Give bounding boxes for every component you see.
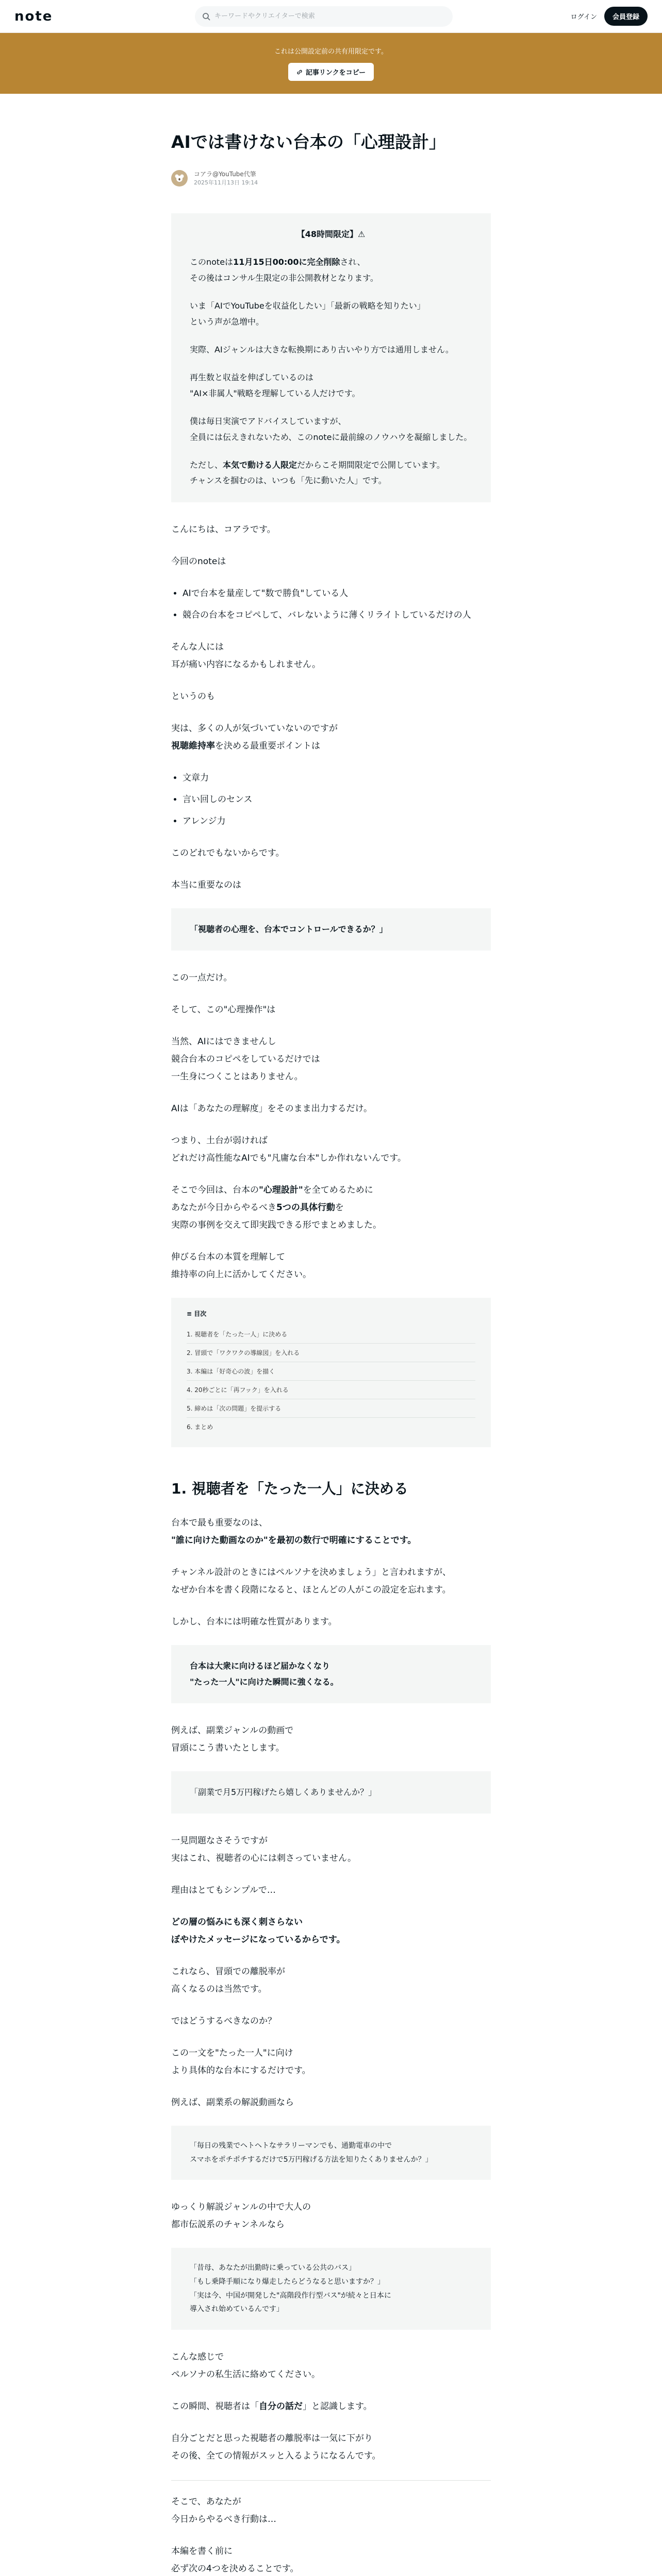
paragraph: ではどうするべきなのか？	[171, 2016, 276, 2027]
paragraph: ゆっくり解説ジャンルの中で大人の 都市伝説系のチャンネルなら	[171, 2202, 311, 2230]
paragraph: 例えば、副業ジャンルの動画で 冒頭にこう書いたとします。	[171, 1725, 294, 1753]
paragraph: 今回のnoteは	[171, 556, 226, 567]
paragraph: 自分ごとだと思った視聴者の離脱率は一気に下がり その後、全ての情報がスッと入るようになるんです。	[171, 2433, 381, 2461]
paragraph: この瞬間、視聴者は「自分の話だ」と認識します。	[171, 2401, 372, 2412]
toc-heading[interactable]: ≡ 目次	[187, 1310, 207, 1318]
paragraph: このどれでもないからです。	[171, 848, 285, 858]
paragraph: そこで、あなたが 今日からやるべき行動は…	[171, 2496, 276, 2524]
paragraph: そして、この"心理操作"は	[171, 1005, 276, 1015]
paragraph: そんな人には 耳が痛い内容になるかもしれません。	[171, 641, 321, 670]
article-title: AIでは書けない台本の「心理設計」	[171, 132, 446, 152]
koala-icon	[174, 173, 185, 183]
paragraph: この一文を"たった一人"に向け より具体的な台本にするだけです。	[171, 2048, 311, 2076]
paragraph: 実は、多くの人が気づいていないのですが 視聴維持率を決める最重要ポイントは	[171, 723, 338, 751]
paragraph: しかし、台本には明確な性質があります。	[171, 1617, 337, 1628]
notice-paragraph: 再生数と収益を伸ばしているのは "AI×非属人"戦略を理解している人だけです。	[190, 372, 360, 398]
paragraph: こんな感じで ペルソナの私生活に絡めてください。	[171, 2351, 320, 2380]
search-icon	[202, 12, 210, 21]
quote-block: 台本は大衆に向けるほど届かなくなり "たった一人"に向けた瞬間に強くなる。	[171, 1645, 491, 1703]
notice-paragraph: ただし、本気で動ける人限定だからこそ期間限定で公開しています。 チャンスを掴むのは、いつも「先に動いた人」です。	[190, 460, 445, 486]
quote-block: 「毎日の残業でヘトヘトなサラリーマンでも、通勤電車の中で スマホをポチポチするだけで5万円稼げる方法を知りたくありませんか？」	[171, 2126, 491, 2180]
paragraph: 台本で最も重要なのは、 "誰に向けた動画なのか"を最初の数行で明確にすることです。	[171, 1518, 417, 1546]
paragraph: 当然、AIにはできませんし 競合台本のコピペをしているだけでは 一生身につくことはありません。	[171, 1037, 320, 1082]
list-item: • 競合の台本をコピペして、バレないように薄くリライトしているだけの人	[183, 606, 491, 624]
article-body	[171, 521, 491, 1283]
notice-paragraph: 僕は毎日実演でアドバイスしていますが、 全員には伝えきれないため、このnoteに最前線のノウハウを凝縮しました。	[190, 416, 472, 442]
paragraph: AIは「あなたの理解度」をそのまま出力するだけ。	[171, 1104, 372, 1114]
list-item: • アレンジ力	[183, 812, 491, 830]
quote-block: 「昔母、あなたが出勤時に乗っている公共のバス」 「もし乗降手順になり爆走したらどうなると思いますか？」 「実は今、中国が開発した"高階段作行型バス"が続々と日本に 導入され始めているんです」	[171, 2248, 491, 2329]
paragraph: 本当に重要なのは	[171, 879, 241, 890]
avatar[interactable]	[171, 170, 188, 187]
paragraph: これなら、冒頭での離脱率が 高くなるのは当然です。	[171, 1967, 285, 1995]
toc-item[interactable]: 1. 視聴者を「たった一人」に決める	[187, 1325, 475, 1344]
top-bar	[0, 0, 662, 33]
signup-button[interactable]: 会員登録	[604, 7, 648, 26]
toc-item[interactable]: 5. 締めは「次の問題」を提示する	[187, 1399, 475, 1418]
notice-paragraph: いま「AIでYouTubeを収益化したい」「最新の戦略を知りたい」 という声が急増中。	[190, 301, 425, 327]
paragraph: 本編を書く前に 必ず次の4つを決めることです。	[171, 2546, 299, 2574]
quote-block: 「副業で月5万円稼げたら嬉しくありませんか？」	[171, 1771, 491, 1814]
notice-paragraph: このnoteは11月15日00:00に完全削除され、 その後はコンサル生限定の非公開教材となります。	[190, 257, 378, 283]
toc-item[interactable]: 2. 冒頭で「ワクワクの導線図」を入れる	[187, 1344, 475, 1362]
login-link[interactable]: ログイン	[570, 13, 597, 21]
paragraph: こんにちは、コアラです。	[171, 524, 276, 535]
copy-link-button[interactable]	[288, 63, 374, 81]
quote-block: 「視聴者の心理を、台本でコントロールできるか？」	[171, 908, 491, 951]
list-item: • 文章力	[183, 769, 491, 787]
article	[171, 94, 491, 2576]
notice-heading: 【48時間限定】⚠	[296, 229, 366, 240]
paragraph: この一点だけ。	[171, 973, 233, 984]
paragraph: 一見問題なさそうですが 実はこれ、視聴者の心には刺さっていません。	[171, 1836, 357, 1864]
paragraph: そこで今回は、台本の"心理設計"を全てめるために あなたが今日からやるべき5つの具体行動を 実際の事例を交えて即実践できる形でまとめました。	[171, 1185, 382, 1231]
bullet-list	[171, 585, 491, 624]
list-item: • AIで台本を量産して"数で勝負"している人	[183, 585, 491, 602]
note-logo[interactable]: note	[14, 8, 53, 24]
author-name[interactable]: コアラ@YouTube代筆	[194, 170, 256, 178]
paragraph: チャンネル設計のときにはペルソナを決めましょう」と言われますが、 なぜか台本を書く段階になると、ほとんどの人がこの設定を忘れます。	[171, 1567, 451, 1596]
section-body	[171, 1514, 491, 2576]
bullet-list	[171, 769, 491, 830]
divider	[171, 2480, 491, 2481]
search-box[interactable]	[195, 6, 453, 27]
banner-text: これは公開設定前の共有用限定です。	[274, 48, 388, 56]
paragraph: 理由はとてもシンプルで…	[171, 1885, 276, 1896]
section-heading: 1. 視聴者を「たった一人」に決める	[171, 1480, 408, 1498]
paragraph: つまり、土台が弱ければ どれだけ高性能なAIでも"凡庸な台本"しか作れないんです。	[171, 1136, 406, 1164]
paragraph: どの層の悩みにも深く刺さらない ぼやけたメッセージになっているからです。	[171, 1917, 345, 1945]
paragraph: 例えば、副業系の解説動画なら	[171, 2097, 294, 2108]
list-icon: ≡	[187, 1310, 194, 1318]
toc-item[interactable]: 6. まとめ	[187, 1423, 213, 1431]
link-icon	[296, 69, 303, 75]
author-row[interactable]	[171, 170, 491, 187]
copy-link-label: 記事リンクをコピー	[305, 69, 366, 77]
toc-item[interactable]: 3. 本編は「好奇心の波」を描く	[187, 1362, 475, 1381]
table-of-contents	[171, 1298, 491, 1447]
notice-paragraph: 実際、AIジャンルは大きな転換期にあり古いやり方では通用しません。	[190, 344, 454, 354]
toc-item[interactable]: 4. 20秒ごとに「再フック」を入れる	[187, 1381, 475, 1399]
share-banner	[0, 33, 662, 94]
list-item: • 言い回しのセンス	[183, 791, 491, 808]
paragraph: というのも	[171, 691, 215, 702]
publish-date: 2025年11月13日 19:14	[194, 179, 258, 186]
search-input[interactable]	[214, 12, 445, 20]
notice-box	[171, 213, 491, 502]
paragraph: 伸びる台本の本質を理解して 維持率の向上に活かしてください。	[171, 1252, 311, 1280]
